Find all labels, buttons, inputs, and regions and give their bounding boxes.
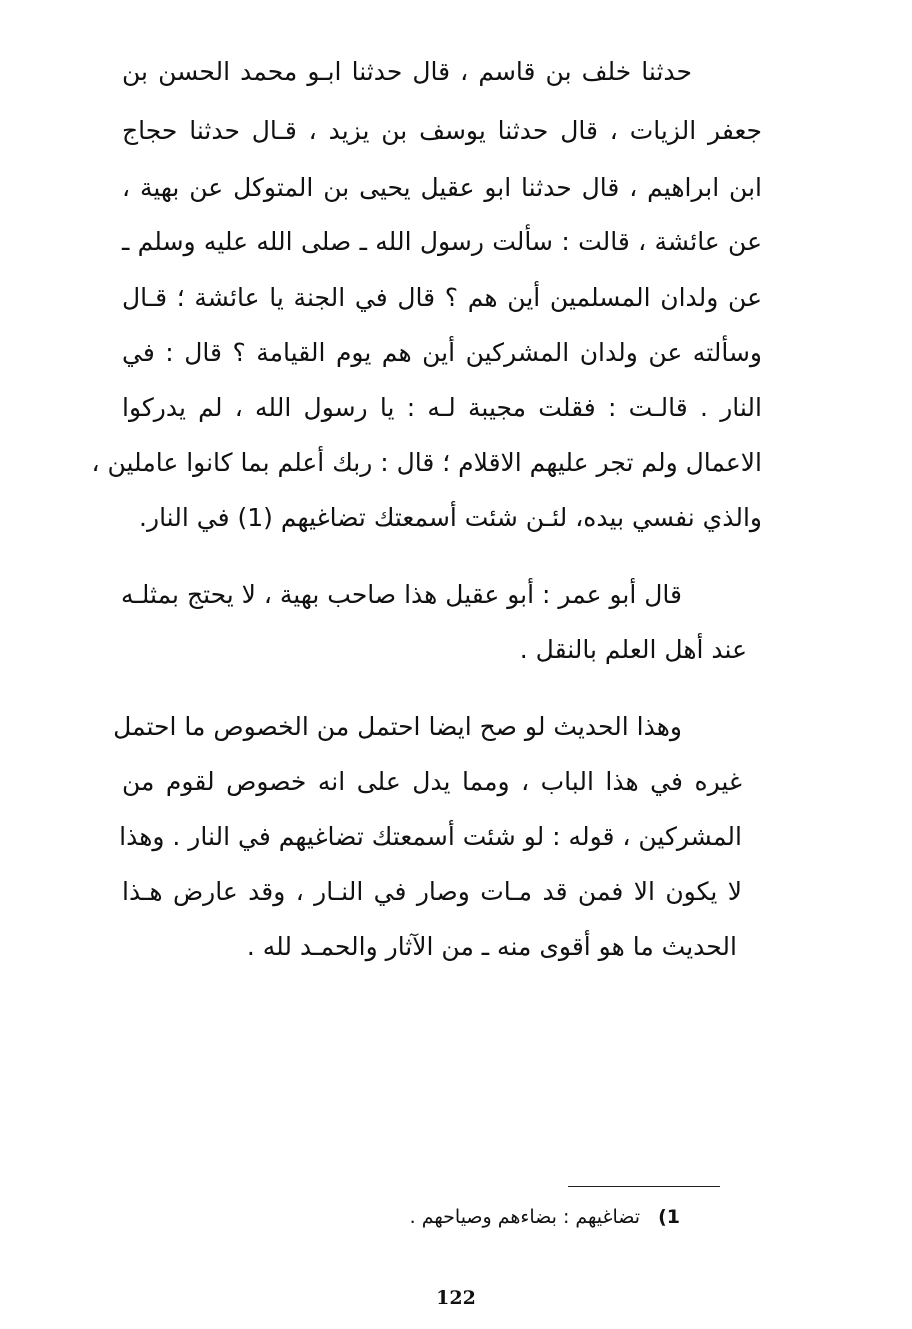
text-line: ابن ابراهيم ، قال حدثنا ابو عقيل يحيى بن المتوكل عن بهية ، (122, 173, 762, 202)
text-line: عند أهل العلم بالنقل . (519, 635, 747, 664)
text-line: الاعمال ولم تجر عليهم الاقلام ؛ قال : ربك أعلم بما كانوا عاملين ، (91, 448, 762, 477)
page-number: 122 (436, 1287, 476, 1309)
text-line: الحديث ما هو أقوى منه ـ من الآثار والحمـد لله . (246, 932, 737, 961)
text-line: قال أبو عمر : أبو عقيل هذا صاحب بهية ، لا يحتج بمثلـه (121, 580, 682, 609)
text-line: وهذا الحديث لو صح ايضا احتمل من الخصوص ما احتمل (113, 712, 682, 741)
text-line: عن عائشة ، قالت : سألت رسول الله ـ صلى الله عليه وسلم ـ (122, 227, 762, 256)
text-line: وسألته عن ولدان المشركين أين هم يوم القيامة ؟ قال : في (122, 338, 762, 367)
text-line: المشركين ، قوله : لو شئت أسمعتك تضاغيهم في النار . وهذا (119, 822, 742, 851)
text-line: والذي نفسي بيده، لئـن شئت أسمعتك تضاغيهم (1) في النار. (139, 503, 762, 532)
text-line: النار . قالـت : فقلت مجيبة لـه : يا رسول الله ، لم يدركوا (122, 393, 762, 422)
text-line: غيره في هذا الباب ، ومما يدل على انه خصوص لقوم من (122, 767, 742, 796)
text-line: جعفر الزيات ، قال حدثنا يوسف بن يزيد ، قـال حدثنا حجاج (122, 116, 762, 145)
footnote (410, 1202, 680, 1232)
text-line: حدثنا خلف بن قاسم ، قال حدثنا ابـو محمد الحسن بن (122, 57, 692, 86)
footnote-divider (568, 1186, 720, 1187)
text-line: عن ولدان المسلمين أين هم ؟ قال في الجنة يا عائشة ؛ قـال (122, 283, 762, 312)
text-line: لا يكون الا فمن قد مـات وصار في النـار ، وقد عارض هـذا (122, 877, 742, 906)
footnote-text: تضاغيهم : بضاءهم وصياحهم . (409, 1206, 641, 1228)
footnote-number: 1) (658, 1206, 680, 1228)
